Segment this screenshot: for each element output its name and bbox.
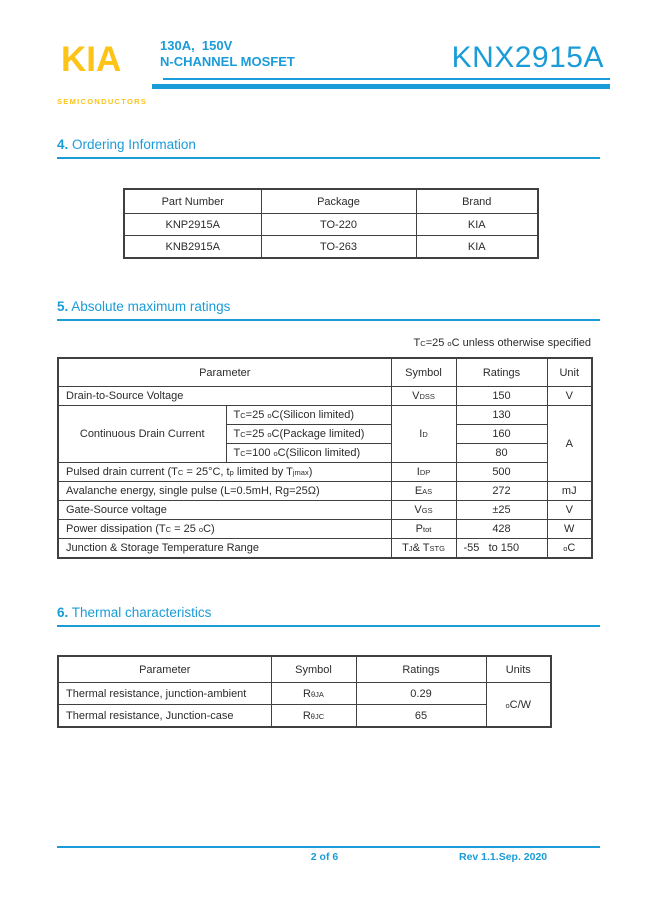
section-abs-max-heading: [57, 299, 230, 314]
device-spec-line1: 130A, 150V: [160, 38, 233, 53]
section-title: Absolute maximum ratings: [71, 299, 231, 314]
package-cell: TO-263: [261, 236, 416, 259]
unit-cell: $^o$C: [547, 539, 592, 559]
section-number: 5.: [57, 299, 69, 314]
rating-cell: 500: [456, 463, 547, 482]
parameter-cell: Drain-to-Source Voltage: [58, 387, 391, 406]
rating-cell: 80: [456, 444, 547, 463]
table-row: [58, 482, 592, 501]
section-abs-max-rule: [57, 319, 600, 321]
part-number-cell: KNP2915A: [124, 214, 261, 236]
col-symbol: Symbol: [271, 656, 356, 683]
thermal-table: [57, 655, 552, 728]
footer-rule: [57, 846, 600, 848]
symbol-cell: $V_{GS}$: [391, 501, 456, 520]
condition-cell: $T_C=25$ $^o$C(Package limited): [226, 425, 391, 444]
header-rule-thin: [163, 78, 610, 80]
section-title: Ordering Information: [72, 137, 196, 152]
col-units: Units: [486, 656, 551, 683]
rating-cell: 272: [456, 482, 547, 501]
ordering-header-row: [124, 189, 538, 214]
unit-cell: V: [547, 387, 592, 406]
parameter-cell: Avalanche energy, single pulse (L=0.5mH, Rg=25Ω): [58, 482, 391, 501]
rating-cell: 150: [456, 387, 547, 406]
unit-cell: mJ: [547, 482, 592, 501]
parameter-cell: Thermal resistance, junction-ambient: [58, 683, 271, 705]
parameter-cell: Pulsed drain current ($T_C = 25^\circ C$, $t_p$ limited by $T_{jmax}$): [58, 463, 391, 482]
unit-cell: V: [547, 501, 592, 520]
section-number: 6.: [57, 605, 69, 620]
section-title: Thermal characteristics: [71, 605, 212, 620]
rating-cell: 130: [456, 406, 547, 425]
table-row: [58, 705, 551, 728]
section-ordering-heading: [57, 137, 196, 152]
brand-cell: KIA: [416, 214, 538, 236]
col-package: Package: [261, 189, 416, 214]
col-ratings: Ratings: [456, 358, 547, 387]
ordering-table: [123, 188, 539, 259]
abs-max-header-row: [58, 358, 592, 387]
part-number-cell: KNB2915A: [124, 236, 261, 259]
table-row: [58, 387, 592, 406]
condition-cell: $T_C=100$ $^o$C(Silicon limited): [226, 444, 391, 463]
brand-cell: KIA: [416, 236, 538, 259]
unit-cell: A: [547, 406, 592, 482]
parameter-cell: Thermal resistance, Junction-case: [58, 705, 271, 728]
symbol-cell: $E_{AS}$: [391, 482, 456, 501]
parameter-cell: Power dissipation ($T_C = 25$ $^o$C): [58, 520, 391, 539]
part-number-title: KNX2915A: [451, 41, 604, 74]
symbol-cell: $I_{DP}$: [391, 463, 456, 482]
revision-label: Rev 1.1.Sep. 2020: [459, 851, 548, 863]
col-parameter: Parameter: [58, 656, 271, 683]
col-brand: Brand: [416, 189, 538, 214]
abs-max-table: [57, 357, 593, 559]
table-row: [124, 236, 538, 259]
symbol-cell: $I_D$: [391, 406, 456, 463]
table-row: [58, 520, 592, 539]
table-row: [58, 501, 592, 520]
symbol-cell: $R_{\theta JC}$: [271, 705, 356, 728]
thermal-header-row: [58, 656, 551, 683]
section-thermal-rule: [57, 625, 600, 627]
table-row: [58, 463, 592, 482]
parameter-cell: Continuous Drain Current: [58, 406, 226, 463]
parameter-cell: Junction & Storage Temperature Range: [58, 539, 391, 559]
table-row: [58, 406, 592, 425]
condition-cell: $T_C=25$ $^o$C(Silicon limited): [226, 406, 391, 425]
rating-cell: 160: [456, 425, 547, 444]
symbol-cell: $P_{tot}$: [391, 520, 456, 539]
rating-cell: 65: [356, 705, 486, 728]
page-number: 2 of 6: [310, 851, 339, 863]
unit-cell: $^o$C/W: [486, 683, 551, 728]
unit-cell: W: [547, 520, 592, 539]
col-parameter: Parameter: [58, 358, 391, 387]
section-ordering-rule: [57, 157, 600, 159]
rating-cell: 428: [456, 520, 547, 539]
table-row: [58, 539, 592, 559]
col-symbol: Symbol: [391, 358, 456, 387]
symbol-cell: $R_{\theta JA}$: [271, 683, 356, 705]
section-number: 4.: [57, 137, 69, 152]
kia-logo: KIA: [61, 40, 122, 79]
table-row: [124, 214, 538, 236]
package-cell: TO-220: [261, 214, 416, 236]
symbol-cell: $V_{DSS}$: [391, 387, 456, 406]
parameter-cell: Gate-Source voltage: [58, 501, 391, 520]
header-rule-thick: [152, 84, 610, 89]
rating-cell: ±25: [456, 501, 547, 520]
rating-cell: 0.29: [356, 683, 486, 705]
table-row: [58, 683, 551, 705]
rating-cell: -55 to 150: [456, 539, 547, 559]
symbol-cell: $T_J\&$ $T_{STG}$: [391, 539, 456, 559]
col-part-number: Part Number: [124, 189, 261, 214]
conditions-note: $T_C=25$ $^o$C unless otherwise specified: [413, 337, 591, 349]
section-thermal-heading: [57, 605, 211, 620]
col-ratings: Ratings: [356, 656, 486, 683]
kia-logo-subtext: SEMICONDUCTORS: [57, 97, 148, 106]
device-spec-line2: N-CHANNEL MOSFET: [160, 54, 295, 69]
col-unit: Unit: [547, 358, 592, 387]
